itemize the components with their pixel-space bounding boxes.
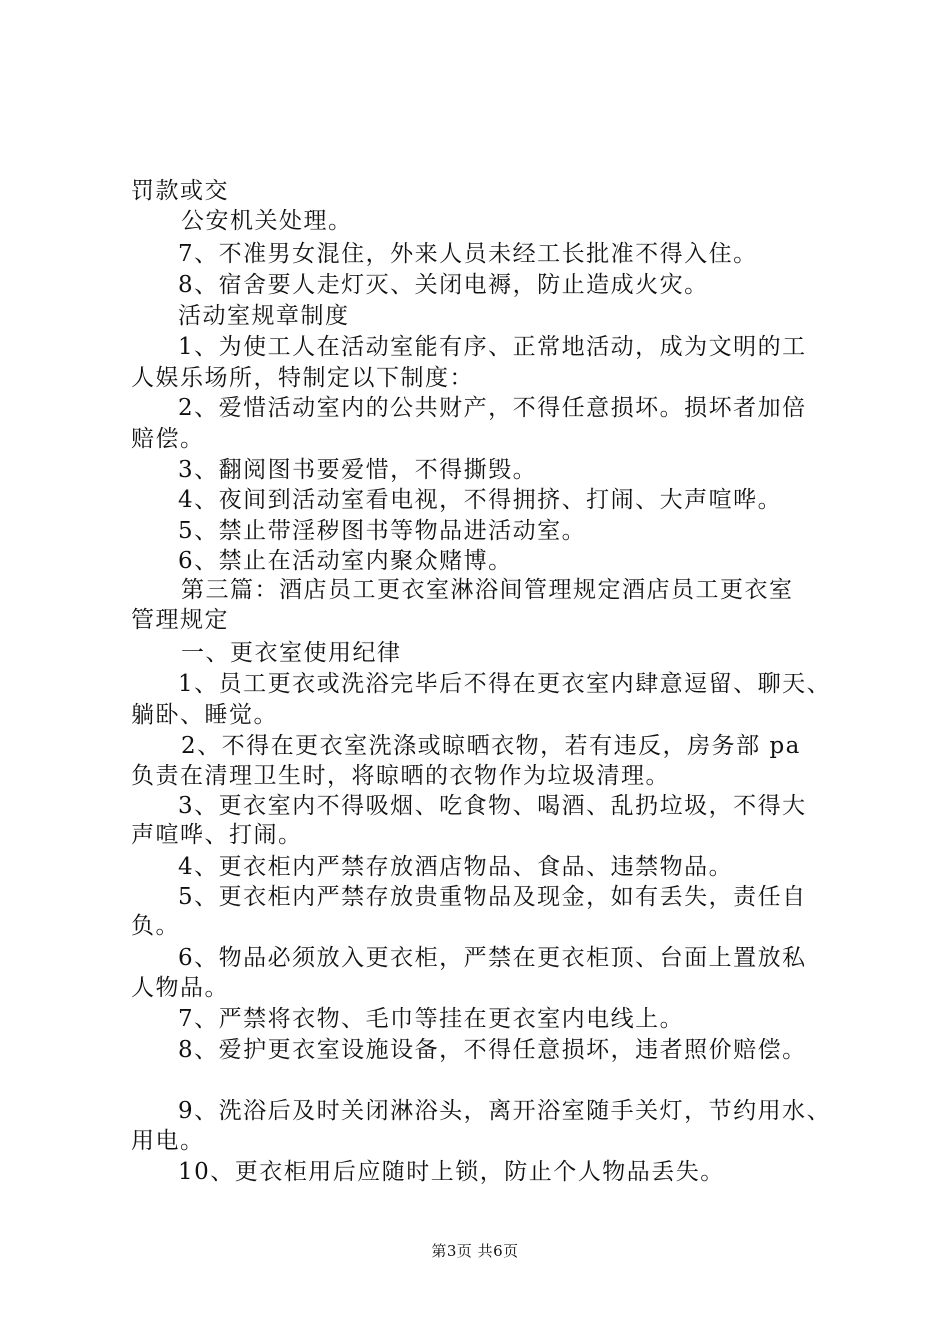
text-line: 负责在清理卫生时，将晾晒的衣物作为垃圾清理。 [131, 763, 670, 789]
text-line: 声喧哗、打闹。 [131, 822, 303, 848]
section-heading: 活动室规章制度 [178, 303, 350, 329]
text-line: 3、更衣室内不得吸烟、吃食物、喝酒、乱扔垃圾，不得大 [178, 793, 807, 819]
section-heading: 第三篇：酒店员工更衣室淋浴间管理规定酒店员工更衣室 [181, 577, 794, 603]
text-line: 赔偿。 [131, 426, 205, 452]
text-line: 2、不得在更衣室洗涤或晾晒衣物，若有违反，房务部 pa [181, 733, 801, 759]
text-line: 2、爱惜活动室内的公共财产，不得任意损坏。损坏者加倍 [178, 395, 807, 421]
text-line: 人娱乐场所，特制定以下制度： [131, 365, 474, 391]
text-line: 用电。 [131, 1128, 205, 1154]
text-line: 8、爱护更衣室设施设备，不得任意损坏，违者照价赔偿。 [178, 1037, 807, 1063]
subsection-heading: 一、更衣室使用纪律 [181, 640, 402, 666]
text-line: 4、更衣柜内严禁存放酒店物品、食品、违禁物品。 [178, 854, 734, 880]
section-heading: 管理规定 [131, 607, 229, 633]
text-line: 负。 [131, 913, 180, 939]
text-line: 1、员工更衣或洗浴完毕后不得在更衣室内肆意逗留、聊天、 [178, 671, 832, 697]
text-line: 8、宿舍要人走灯灭、关闭电褥，防止造成火灾。 [178, 272, 709, 298]
text-line: 7、严禁将衣物、毛巾等挂在更衣室内电线上。 [178, 1006, 685, 1032]
text-line: 7、不准男女混住，外来人员未经工长批准不得入住。 [178, 241, 758, 267]
text-line: 3、翻阅图书要爱惜，不得撕毁。 [178, 457, 538, 483]
text-line: 10、更衣柜用后应随时上锁，防止个人物品丢失。 [178, 1159, 725, 1185]
text-line: 6、禁止在活动室内聚众赌博。 [178, 548, 513, 574]
page-number-footer: 第3页 共6页 [431, 1242, 519, 1260]
text-line: 躺卧、睡觉。 [131, 702, 278, 728]
text-line: 人物品。 [131, 975, 229, 1001]
text-line: 5、更衣柜内严禁存放贵重物品及现金，如有丢失，责任自 [178, 884, 807, 910]
text-line: 6、物品必须放入更衣柜，严禁在更衣柜顶、台面上置放私 [178, 945, 807, 971]
text-line: 4、夜间到活动室看电视，不得拥挤、打闹、大声喧哗。 [178, 487, 783, 513]
text-line: 5、禁止带淫秽图书等物品进活动室。 [178, 518, 587, 544]
text-line: 1、为使工人在活动室能有序、正常地活动，成为文明的工 [178, 334, 807, 360]
text-line: 罚款或交 [131, 178, 229, 204]
text-line: 9、洗浴后及时关闭淋浴头，离开浴室随手关灯，节约用水、 [178, 1098, 832, 1124]
text-line: 公安机关处理。 [181, 208, 353, 234]
